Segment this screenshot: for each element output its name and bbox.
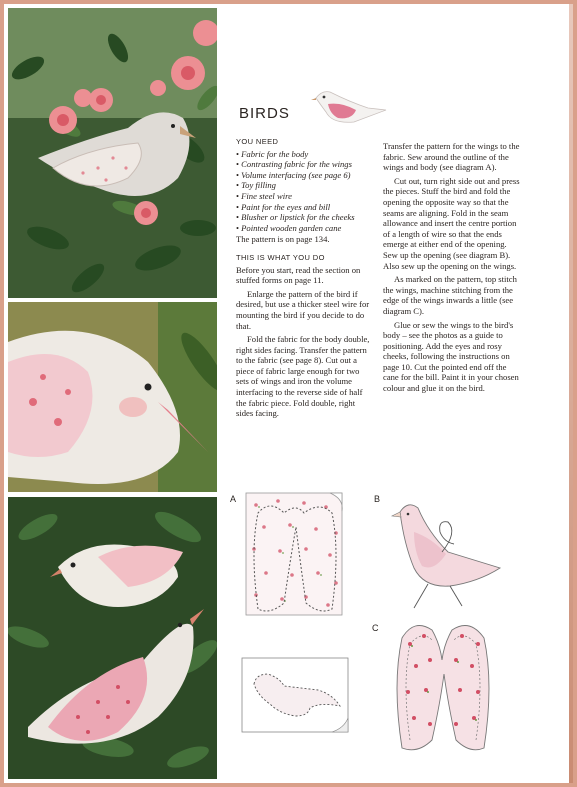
paragraph: Enlarge the pattern of the bird if desired, but use a thicker steel wire for mounting the bird if you decide to do that. [236, 288, 370, 331]
diagram-c-wings [392, 614, 496, 756]
diagram-label-a: A [230, 494, 237, 504]
list-item: • Toy filling [236, 180, 374, 191]
list-item: • Paint for the eyes and bill [236, 202, 374, 213]
column-right [383, 141, 523, 397]
pattern-note: The pattern is on page 134. [236, 234, 330, 245]
photo-bird-closeup [8, 302, 217, 492]
paragraph: Fold the fabric for the body double, right sides facing. Transfer the pattern to the fabric (see page 8). Cut out a piece of fabric large enough for two sets of wings and iron the volume interfacing to the reverse side of half the fabric piece. Fold double, right sides facing. [236, 334, 370, 419]
list-item: • Pointed wooden garden cane [236, 223, 374, 234]
paragraph: Cut out, turn right side out and press the pieces. Stuff the bird and fold the opening the opposite way so that the seams are aligning. Fold in the seam allowance and insert the centre portion of a length of wire so that the ends emerge at either end of the opening. Sew up the opening (see diagram B). Also sew up the opening on the wings. [383, 175, 520, 271]
list-item: • Fine steel wire [236, 191, 374, 202]
paragraph: Before you start, read the section on stuffed forms on page 11. [236, 264, 361, 286]
diagram-pattern-sheet [240, 656, 352, 738]
column-left [236, 137, 374, 422]
paragraph: Transfer the pattern for the wings to the fabric. Sew around the outline of the wings and body (see diagram A). [383, 141, 520, 173]
method-heading: THIS IS WHAT YOU DO [236, 252, 325, 262]
paragraph: Glue or sew the wings to the bird's body – see the photos as a guide to positioning. Add the eyes and rosy cheeks, following the instructions on page 10. Cut the pointed end off the cane for the bill. Paint it in your chosen colour and glue it on the bird. [383, 319, 519, 394]
paragraph: As marked on the pattern, top stitch the wings, machine stitching from the edge of the wings inwards a little (see diagram C). [383, 274, 517, 316]
list-item: • Fabric for the body [236, 149, 374, 160]
page-title: BIRDS [239, 105, 290, 122]
list-item: • Volume interfacing (see page 6) [236, 170, 374, 181]
book-page [4, 4, 573, 783]
diagram-label-b: B [374, 494, 381, 504]
you-need-heading: YOU NEED [236, 137, 279, 146]
diagram-b-stuffed-bird [388, 492, 508, 612]
list-item: • Blusher or lipstick for the cheeks [236, 212, 374, 223]
list-item: • Contrasting fabric for the wings [236, 159, 374, 170]
diagram-a-wings-fabric [244, 491, 348, 619]
bird-illustration [310, 82, 388, 130]
photo-two-birds [8, 497, 217, 779]
materials-list [236, 149, 374, 234]
diagram-label-c: C [372, 623, 379, 633]
photo-bird-roses [8, 8, 217, 298]
page-edge [569, 4, 573, 783]
